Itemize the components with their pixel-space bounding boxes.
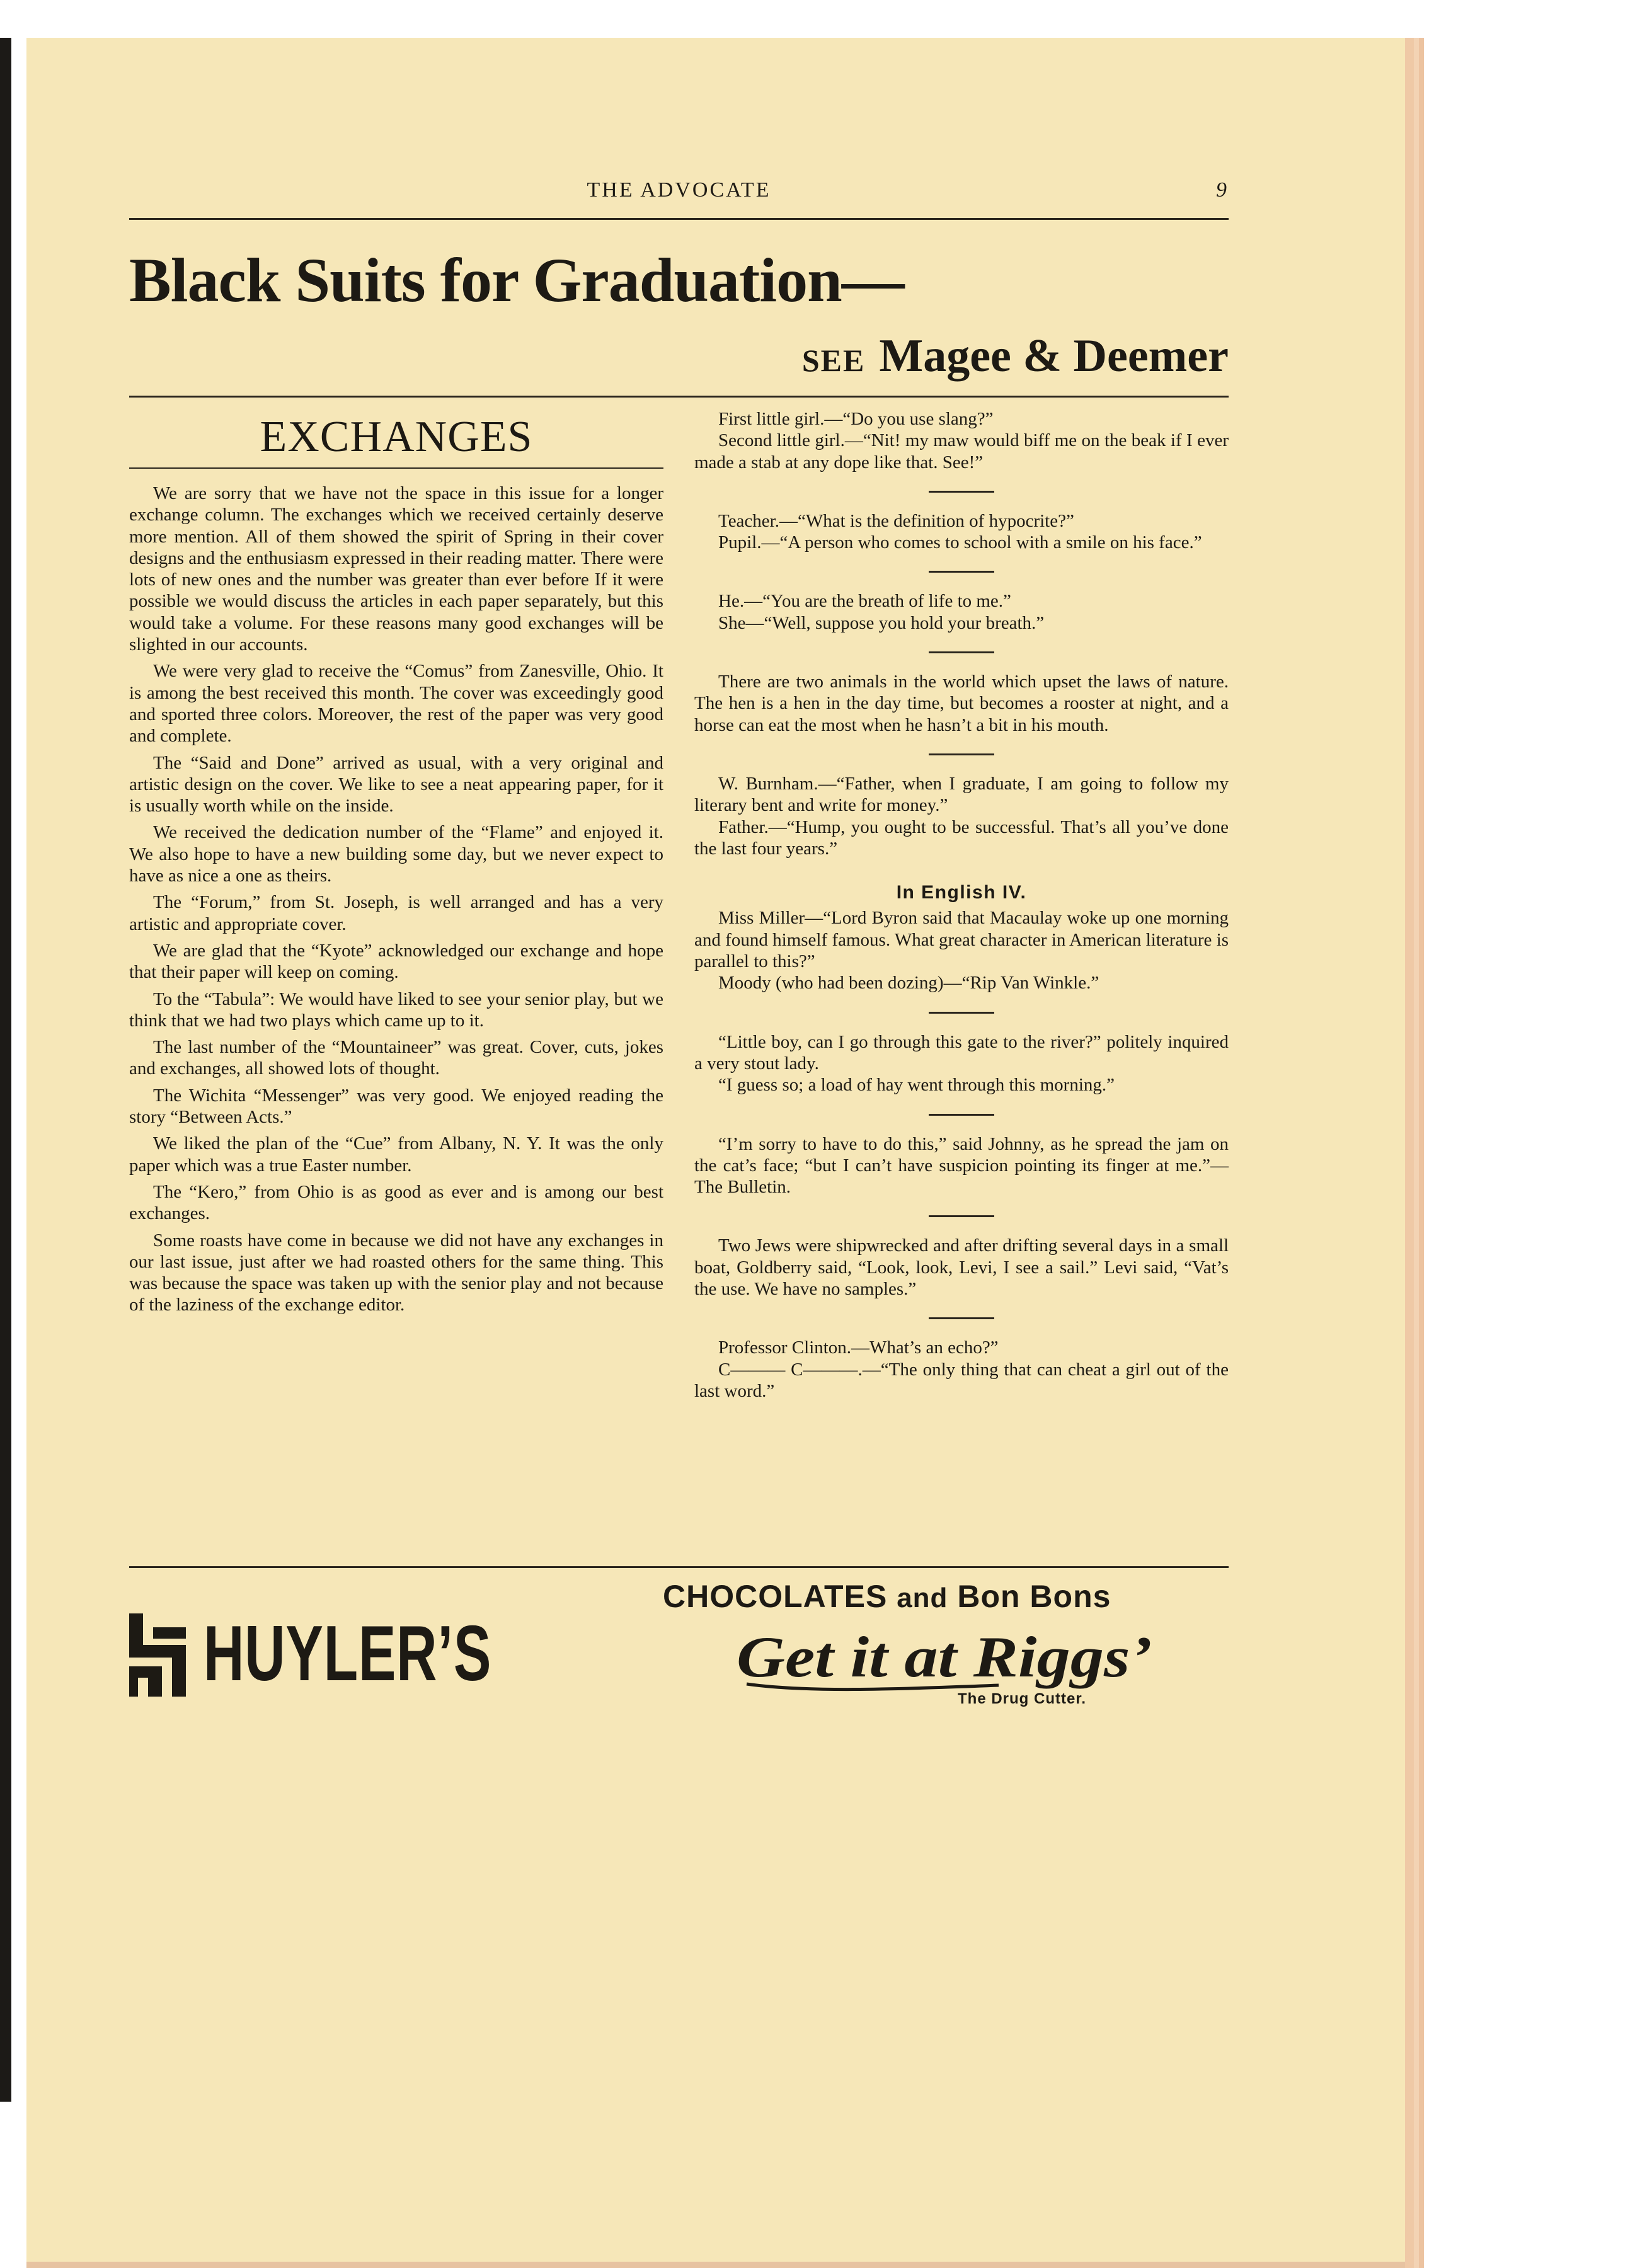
exchange-paragraph: The last number of the “Mountaineer” was great. Cover, cuts, jokes and exchanges, all showed lots of thought. [129, 1037, 663, 1079]
exchange-paragraph: The Wichita “Messenger” was very good. We enjoyed reading the story “Between Acts.” [129, 1085, 663, 1128]
exchanges-title-rule [129, 467, 663, 469]
bon-bons-word: Bon Bons [957, 1579, 1111, 1614]
exchange-paragraph: We are glad that the “Kyote” acknowledged our exchange and hope that their paper will keep on coming. [129, 940, 663, 983]
scan-top-margin [0, 0, 1635, 38]
joke-line: “I’m sorry to have to do this,” said Johnny, as he spread the jam on the cat’s face; “but I can’t have suspicion pointing its finger at me.”—The Bulletin. [694, 1133, 1229, 1198]
and-word: and [897, 1583, 948, 1613]
joke-item [694, 408, 1229, 473]
huylers-logo-icon [129, 1613, 186, 1697]
riggs-signature [734, 1624, 1162, 1699]
ad-firm-name: Magee & Deemer [879, 330, 1229, 382]
exchanges-title: EXCHANGES [260, 413, 533, 461]
joke-item [694, 510, 1229, 554]
joke-line: “Little boy, can I go through this gate to the river?” politely inquired a very stout lady. [694, 1031, 1229, 1074]
joke-line: Professor Clinton.—What’s an echo?” [718, 1337, 999, 1358]
joke-item [694, 671, 1229, 736]
ad-rule [129, 396, 1229, 398]
ad-see-word: SEE [801, 343, 866, 378]
binding-edge [0, 38, 11, 2102]
section-heading: In English IV. [896, 882, 1027, 903]
joke-line: Teacher.—“What is the definition of hypocrite?” [718, 510, 1074, 531]
exchange-paragraph: To the “Tabula”: We would have liked to see your senior play, but we think that we had two plays which came up to it. [129, 988, 663, 1031]
exchange-paragraph: We were very glad to receive the “Comus” from Zanesville, Ohio. It is among the best received this month. The cover was exceedingly good and sported three colors. Moreover, the rest of the paper was very good and complete. [129, 661, 663, 747]
joke-item [694, 1337, 1229, 1402]
exchange-paragraph: We are sorry that we have not the space in this issue for a longer exchange column. The exchanges which we received certainly deserve more mention. All of them showed the spirit of Spring in their cover designs and the enthusiasm expressed in their reading matter. There were lots of new ones and the number was greater than ever before If it were possible we would discuss the articles in each paper separately, but this would take a volume. For these reasons many good exchanges will be slighted in our accounts. [129, 483, 663, 655]
joke-line: C——— C———.—“The only thing that can cheat a girl out of the last word.” [694, 1359, 1229, 1401]
joke-line: Moody (who had been dozing)—“Rip Van Winkle.” [718, 973, 1099, 994]
exchange-paragraph: The “Forum,” from St. Joseph, is well arranged and has a very artistic and appropriate cover. [129, 892, 663, 934]
joke-divider [929, 753, 994, 755]
running-title: THE ADVOCATE [587, 178, 771, 202]
joke-item [694, 590, 1229, 634]
ad-firm-line [129, 324, 1229, 400]
header-rule [129, 218, 1229, 220]
riggs-signature-text: Get it at Riggs’ [737, 1625, 1152, 1689]
riggs-tagline: The Drug Cutter. [958, 1690, 1087, 1707]
joke-line: “I guess so; a load of hay went through this morning.” [718, 1075, 1115, 1096]
exchange-paragraph: Some roasts have come in because we did not have any exchanges in our last issue, just after we had roasted others for the same thing. This was because the space was taken up with the senior play and not because of the laziness of the exchange editor. [129, 1230, 663, 1315]
joke-line: Father.—“Hump, you ought to be successful. That’s all you’ve done the last four years.” [694, 816, 1229, 859]
exchange-paragraph: We liked the plan of the “Cue” from Albany, N. Y. It was the only paper which was a true Easter number. [129, 1133, 663, 1176]
chocolates-word: CHOCOLATES [663, 1579, 888, 1614]
joke-divider [929, 1012, 994, 1014]
joke-divider [929, 1215, 994, 1217]
joke-item [694, 907, 1229, 994]
joke-line: Miss Miller—“Lord Byron said that Macaulay woke up one morning and found himself famous. What great character in American literature is parallel to this?” [694, 908, 1229, 972]
joke-line: She—“Well, suppose you hold your breath.” [718, 612, 1045, 633]
exchange-paragraph: We received the dedication number of the “Flame” and enjoyed it. We also hope to have a new building some day, but we never expect to have as nice a one as theirs. [129, 822, 663, 886]
joke-divider [929, 1317, 994, 1319]
joke-line: Pupil.—“A person who comes to school with a smile on his face.” [718, 532, 1202, 553]
page-number: 9 [1216, 178, 1229, 202]
ad-headline: Black Suits for Graduation— [129, 245, 904, 315]
exchange-paragraph: The “Kero,” from Ohio is as good as ever and is among our best exchanges. [129, 1181, 663, 1224]
joke-line: There are two animals in the world which upset the laws of nature. The hen is a hen in the day time, but becomes a rooster at night, and a horse can eat the most when he hasn’t a bit in his mouth. [694, 672, 1229, 735]
joke-line: Second little girl.—“Nit! my maw would biff me on the beak if I ever made a stab at any dope like that. See!” [694, 430, 1229, 472]
joke-line: First little girl.—“Do you use slang?” [718, 409, 994, 429]
huylers-brand: HUYLER’S [204, 1610, 492, 1697]
joke-item [694, 1235, 1229, 1300]
joke-item [694, 1031, 1229, 1096]
jokes-column [694, 408, 1229, 1402]
joke-divider [929, 571, 994, 573]
joke-item [694, 773, 1229, 859]
joke-item [694, 1133, 1229, 1198]
huylers-advertisement [129, 1571, 1229, 1772]
chocolates-line [663, 1578, 1229, 1615]
joke-line: Two Jews were shipwrecked and after drifting several days in a small boat, Goldberry said, “Look, look, Levi, I see a sail.” Levi said, “Vat’s the use. We have no samples.” [694, 1235, 1229, 1300]
bottom-ad-rule [129, 1566, 1229, 1568]
page-paper-edge [26, 2262, 1405, 2268]
joke-line: W. Burnham.—“Father, when I graduate, I am going to follow my literary bent and write for money.” [694, 773, 1229, 816]
running-head [129, 178, 1229, 203]
joke-line: He.—“You are the breath of life to me.” [718, 591, 1011, 612]
joke-divider [929, 1114, 994, 1116]
exchanges-column [129, 408, 663, 1321]
joke-divider [929, 491, 994, 493]
joke-divider [929, 651, 994, 653]
exchange-paragraph: The “Said and Done” arrived as usual, with a very original and artistic design on the cover. We like to see a neat appearing paper, for it is usually worth while on the inside. [129, 752, 663, 816]
